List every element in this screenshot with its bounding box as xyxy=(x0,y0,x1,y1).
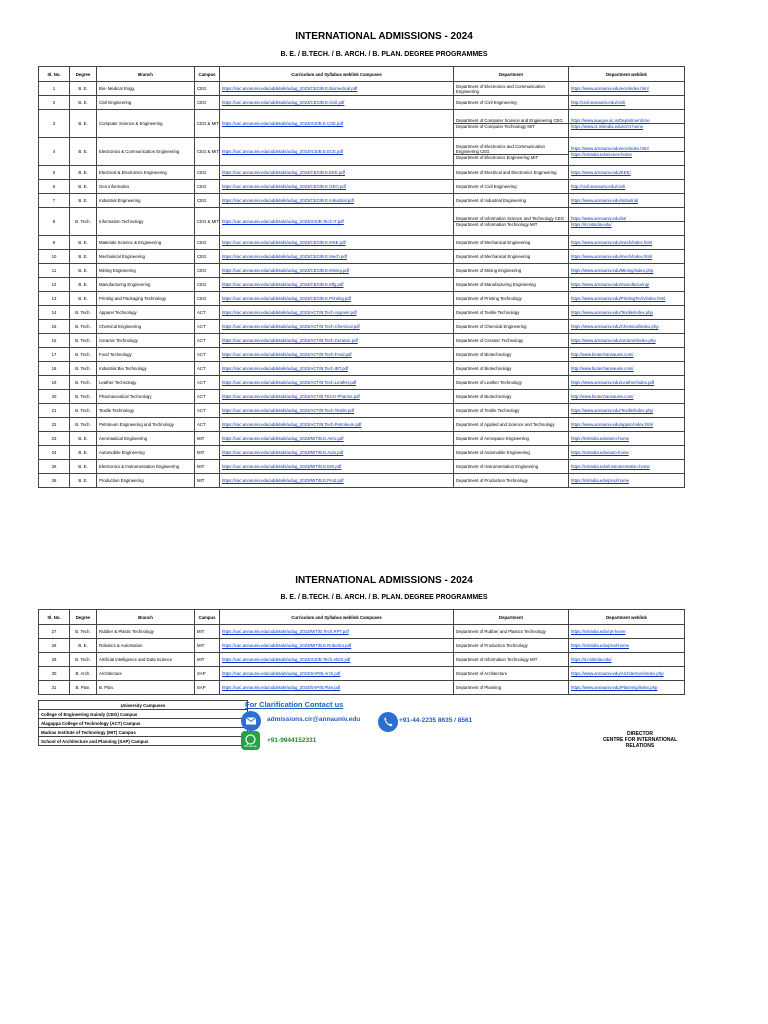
cell-department: Department of Biotechnology xyxy=(454,348,569,362)
cell-slno: 23 xyxy=(39,432,70,446)
department-weblink[interactable]: https://www.annauniv.edu/EEE/ xyxy=(569,166,685,180)
department-weblink[interactable]: https://www.annauniv.edu/manufacturing/ xyxy=(569,278,685,292)
cell-branch: Computer Science & Engineering xyxy=(97,110,195,138)
curriculum-link[interactable]: https://cac.annauniv.edu/uddetails/udug_2023/ACT/B.Tech.Food.pdf xyxy=(220,348,454,362)
curriculum-link[interactable]: https://cac.annauniv.edu/uddetails/udug_2023/ICE/B.Tech.AIDS.pdf xyxy=(220,653,454,667)
department-weblink[interactable]: https://mitindia.edu/instrumentation-home xyxy=(569,460,685,474)
cell-slno: 28 xyxy=(39,639,70,653)
table-row xyxy=(39,376,685,390)
cell-degree: B. E. xyxy=(70,432,97,446)
cell-degree: B. Tech. xyxy=(70,334,97,348)
table-header-row xyxy=(39,67,685,82)
cell-campus: ACT xyxy=(195,376,220,390)
cell-department: Department of Planning xyxy=(454,681,569,695)
table-header-row xyxy=(39,610,685,625)
cell-branch: Manufacturing Engineering xyxy=(97,278,195,292)
cell-campus: MIT xyxy=(195,653,220,667)
department-weblink[interactable]: http://www.biotechannauniv.com/ xyxy=(569,362,685,376)
whatsapp-caption: WhatsApp xyxy=(244,744,257,748)
cell-department: Department of Mining Engineering xyxy=(454,264,569,278)
department-weblink[interactable]: http://civil.annauniv.edu/civil/ xyxy=(569,96,685,110)
cell-dept-weblink xyxy=(569,110,685,138)
cell-department: Department of Mechanical Engineering xyxy=(454,250,569,264)
col-branch: Branch xyxy=(97,67,195,82)
email-address[interactable]: admissions.cir@annauniv.edu xyxy=(267,716,361,723)
department-weblink[interactable]: https://mitindia.edu/prod-home xyxy=(569,639,685,653)
department-weblink[interactable]: https://it.mitindia.edu/ xyxy=(569,221,684,227)
campus-legend-heading: University Campuses xyxy=(39,701,248,710)
table-row xyxy=(39,208,685,236)
clarification-title: For Clarification Contact us xyxy=(245,700,344,709)
cell-branch: Materials Science & Engineering xyxy=(97,236,195,250)
cell-degree: B. Tech. xyxy=(70,362,97,376)
whatsapp-number[interactable]: +91-9944152331 xyxy=(267,737,317,744)
department-name: Department of Electronics Engineering MIT xyxy=(454,154,568,160)
table-row xyxy=(39,460,685,474)
cell-campus: ACT xyxy=(195,404,220,418)
cell-degree: B. E. xyxy=(70,460,97,474)
table-row xyxy=(39,306,685,320)
col-dept-weblink: Department weblink xyxy=(569,610,685,625)
cell-branch: Civil Engineering xyxy=(97,96,195,110)
cell-branch: Food Technology xyxy=(97,348,195,362)
department-weblink[interactable]: https://www.annauniv.edu/Planning/index.php xyxy=(569,681,685,695)
cell-degree: B. Tech. xyxy=(70,348,97,362)
curriculum-link[interactable]: https://cac.annauniv.edu/uddetails/udug_2023/ACT/B.Tech.Leather.pdf xyxy=(220,376,454,390)
cell-department: Department of Production Technology xyxy=(454,639,569,653)
cell-department: Department of Aerospace Engineering xyxy=(454,432,569,446)
cell-department: Department of Textile Technology xyxy=(454,404,569,418)
cell-department: Department of Automobile Engineering xyxy=(454,446,569,460)
cell-branch: Industrial Bio Technology xyxy=(97,362,195,376)
cell-slno: 20 xyxy=(39,390,70,404)
cell-degree: B. E. xyxy=(70,194,97,208)
cell-department: Department of Ceramic Technology xyxy=(454,334,569,348)
page-title-1: INTERNATIONAL ADMISSIONS - 2024 xyxy=(295,31,473,42)
director-dept: CENTRE FOR INTERNATIONAL RELATIONS xyxy=(602,737,678,749)
cell-branch: Electronics & Communication Engineering xyxy=(97,138,195,166)
cell-degree: B. E. xyxy=(70,180,97,194)
curriculum-link[interactable]: https://cac.annauniv.edu/uddetails/udug_2023/ACT/B.Tech.Petroleum.pdf xyxy=(220,418,454,432)
cell-slno: 19 xyxy=(39,376,70,390)
col-branch: Branch xyxy=(97,610,195,625)
cell-branch: Printing and Packaging Technology xyxy=(97,292,195,306)
department-weblink[interactable]: https://mitindia.edu/ecece-home xyxy=(569,151,684,157)
campus-item-act: Alagappa College of Technology (ACT) Campus xyxy=(39,719,248,728)
cell-branch: Petroleum Engineering and Technology xyxy=(97,418,195,432)
cell-branch: Pharmaceutical Technology xyxy=(97,390,195,404)
department-weblink[interactable]: https://mitindia.edu/auto-home xyxy=(569,446,685,460)
cell-dept-weblink xyxy=(569,208,685,236)
cell-branch: Electronics & Instrumentation Engineering xyxy=(97,460,195,474)
department-weblink[interactable]: https://www.annauniv.edu/ece/index.html xyxy=(569,82,685,96)
cell-department: Department of Industrial Engineering xyxy=(454,194,569,208)
cell-degree: B. Tech. xyxy=(70,404,97,418)
cell-slno: 18 xyxy=(39,362,70,376)
cell-slno: 12 xyxy=(39,278,70,292)
department-weblink[interactable]: https://www.ct.mitindia.edu/ct/ct-home xyxy=(569,123,684,129)
cell-department: Department of Manufacturing Engineering xyxy=(454,278,569,292)
cell-slno: 25 xyxy=(39,460,70,474)
table-row xyxy=(39,138,685,166)
cell-slno: 13 xyxy=(39,292,70,306)
col-slno: Sl. No. xyxy=(39,610,70,625)
department-name: Department of Electronics and Communication Engineering CEG xyxy=(456,143,545,154)
department-weblink[interactable]: https://www.annauniv.edu/Mining/index.php xyxy=(569,264,685,278)
cell-department: Department of Leather Technology xyxy=(454,376,569,390)
table-row xyxy=(39,681,685,695)
cell-slno: 16 xyxy=(39,334,70,348)
cell-campus: CEG xyxy=(195,82,220,96)
cell-dept-weblink xyxy=(569,138,685,166)
page-subtitle-1: B. E. / B.TECH. / B. ARCH. / B. PLAN. DEGREE PROGRAMMES xyxy=(280,51,488,58)
campus-item-ceg: College of Engineering Guindy (CEG) Campus xyxy=(39,710,248,719)
cell-degree: B. E. xyxy=(70,264,97,278)
department-weblink[interactable]: https://www.annauniv.edu/mech/index.html xyxy=(569,236,685,250)
cell-branch: Aeronautical Engineering xyxy=(97,432,195,446)
table-row xyxy=(39,166,685,180)
department-weblink[interactable]: https://www.annauniv.edu/Textile/index.php xyxy=(569,306,685,320)
curriculum-link[interactable]: https://cac.annauniv.edu/uddetails/udug_2023/ACT/B.TECH-Pharma.pdf xyxy=(220,390,454,404)
cell-campus: CEG xyxy=(195,166,220,180)
table-row xyxy=(39,639,685,653)
cell-slno: 6 xyxy=(39,180,70,194)
curriculum-link[interactable]: https://cac.annauniv.edu/uddetails/udug_2023/ACT/B.Tech.Chemical.pdf xyxy=(220,320,454,334)
curriculum-link[interactable]: https://cac.annauniv.edu/uddetails/udug_2023/CEG/B.E.Civil.pdf xyxy=(220,96,454,110)
department-name: Department of Computer Technology MIT xyxy=(454,123,568,129)
cell-degree: B. E. xyxy=(70,474,97,488)
curriculum-link[interactable]: https://cac.annauniv.edu/uddetails/udug_2023/ACT/B.Tech.Textile.pdf xyxy=(220,404,454,418)
cell-campus: CEG xyxy=(195,96,220,110)
cell-campus: MIT xyxy=(195,460,220,474)
cell-campus: SAP xyxy=(195,681,220,695)
cell-campus: MIT xyxy=(195,625,220,639)
cell-slno: 2 xyxy=(39,96,70,110)
table-row xyxy=(39,180,685,194)
director-title: DIRECTOR xyxy=(626,731,654,737)
curriculum-link[interactable]: https://cac.annauniv.edu/uddetails/udug_2023/MIT/B.E.Prod.pdf xyxy=(220,474,454,488)
whatsapp-icon xyxy=(241,731,260,750)
cell-degree: B. E. xyxy=(70,166,97,180)
cell-branch: Architecture xyxy=(97,667,195,681)
curriculum-link[interactable]: https://cac.annauniv.edu/uddetails/udug_2023/CEG/B.E.Printing.pdf xyxy=(220,292,454,306)
cell-degree: B. E. xyxy=(70,110,97,138)
table-row xyxy=(39,362,685,376)
campus-legend xyxy=(38,700,248,746)
cell-department: Department of Rubber and Plastics Technology xyxy=(454,625,569,639)
cell-branch: Automobile Engineering xyxy=(97,446,195,460)
cell-slno: 10 xyxy=(39,250,70,264)
col-campus: Campus xyxy=(195,610,220,625)
curriculum-link[interactable]: https://cac.annauniv.edu/uddetails/udug_2023/ACT/B.Tech.Apparel.pdf xyxy=(220,306,454,320)
cell-campus: ACT xyxy=(195,306,220,320)
table-row xyxy=(39,625,685,639)
cell-branch: Artificial Intelligence and Data Science xyxy=(97,653,195,667)
col-degree: Degree xyxy=(70,67,97,82)
admissions-table-2 xyxy=(38,609,685,695)
curriculum-link[interactable]: https://cac.annauniv.edu/uddetails/udug_2023/ACT/B.Tech.Ceramic.pdf xyxy=(220,334,454,348)
cell-branch: Chemical Engineering xyxy=(97,320,195,334)
curriculum-link[interactable]: https://cac.annauniv.edu/uddetails/udug_2023/CEG/B.E.EEE.pdf xyxy=(220,166,454,180)
cell-degree: B. Tech. xyxy=(70,320,97,334)
cell-campus: CEG xyxy=(195,194,220,208)
curriculum-link[interactable]: https://cac.annauniv.edu/uddetails/udug_2023/ICE/B.E.ECE.pdf xyxy=(220,138,454,166)
curriculum-link[interactable]: https://cac.annauniv.edu/uddetails/udug_2023/CEG/B.E.Industrial.pdf xyxy=(220,194,454,208)
cell-campus: CEG & MIT xyxy=(195,138,220,166)
cell-campus: MIT xyxy=(195,446,220,460)
cell-department: Department of Civil Engineering xyxy=(454,96,569,110)
director-signature xyxy=(590,731,690,749)
cell-slno: 4 xyxy=(39,138,70,166)
cell-degree: B. Tech. xyxy=(70,418,97,432)
cell-campus: MIT xyxy=(195,474,220,488)
cell-degree: B. E. xyxy=(70,96,97,110)
cell-campus: ACT xyxy=(195,320,220,334)
cell-degree: B. Tech. xyxy=(70,208,97,236)
department-weblink[interactable]: https://www.annauniv.edu/industrial xyxy=(569,194,685,208)
department-weblink[interactable]: http://www.biotechannauniv.com/ xyxy=(569,348,685,362)
cell-campus: SAP xyxy=(195,667,220,681)
cell-degree: B. E. xyxy=(70,250,97,264)
phone-number[interactable]: +91-44-2235 8635 / 8561 xyxy=(399,717,473,724)
table-row xyxy=(39,96,685,110)
cell-campus: ACT xyxy=(195,334,220,348)
curriculum-link[interactable]: https://cac.annauniv.edu/uddetails/udug_2023/MIT/B.E.Auto.pdf xyxy=(220,446,454,460)
cell-department: Department of Instrumentation Engineering xyxy=(454,460,569,474)
cell-department: Department of Biotechnology xyxy=(454,362,569,376)
cell-slno: 9 xyxy=(39,236,70,250)
table-row xyxy=(39,667,685,681)
col-campus: Campus xyxy=(195,67,220,82)
cell-campus: ACT xyxy=(195,348,220,362)
curriculum-link[interactable]: https://cac.annauniv.edu/uddetails/udug_2023/SAP/B.Arch.pdf xyxy=(220,667,454,681)
department-weblink[interactable]: https://www.annauniv.edu/ece/index.html xyxy=(571,146,649,151)
cell-campus: CEG xyxy=(195,278,220,292)
table-row xyxy=(39,446,685,460)
table-row xyxy=(39,432,685,446)
cell-department: Department of Civil Engineering xyxy=(454,180,569,194)
col-slno: Sl. No. xyxy=(39,67,70,82)
cell-branch: Rubber & Plastic Technology xyxy=(97,625,195,639)
cell-degree: B. Tech. xyxy=(70,625,97,639)
cell-degree: B. Tech. xyxy=(70,390,97,404)
cell-branch: Apparel Technology xyxy=(97,306,195,320)
table-row xyxy=(39,348,685,362)
cell-department: Department of Production Technology xyxy=(454,474,569,488)
department-weblink[interactable]: http://www.biotechannauniv.com/ xyxy=(569,390,685,404)
cell-campus: CEG xyxy=(195,264,220,278)
cell-branch: Robotics & Automation xyxy=(97,639,195,653)
cell-campus: MIT xyxy=(195,639,220,653)
cell-branch: Information Technology xyxy=(97,208,195,236)
page-subtitle-2: B. E. / B.TECH. / B. ARCH. / B. PLAN. DEGREE PROGRAMMES xyxy=(280,594,488,601)
department-weblink[interactable]: http://civil.annauniv.edu/civil/ xyxy=(569,180,685,194)
cell-department: Department of Applied and Science and Technology xyxy=(454,418,569,432)
cell-branch: Geo informatics xyxy=(97,180,195,194)
department-weblink[interactable]: https://it.mitindia.edu/ xyxy=(569,653,685,667)
cell-branch: B. Plan. xyxy=(97,681,195,695)
cell-degree: B. E. xyxy=(70,82,97,96)
department-weblink[interactable]: https://www.auegov.ac.in/Department/cse xyxy=(571,118,650,123)
cell-slno: 29 xyxy=(39,653,70,667)
cell-campus: ACT xyxy=(195,362,220,376)
cell-campus: CEG xyxy=(195,236,220,250)
cell-campus: CEG & MIT xyxy=(195,110,220,138)
cell-department: Department of Mechanical Engineering xyxy=(454,236,569,250)
department-name: Department of Information Science and Technology CEG xyxy=(456,216,565,221)
table-row xyxy=(39,474,685,488)
cell-department xyxy=(454,110,569,138)
table-row xyxy=(39,334,685,348)
cell-branch: Bio- Medical Engg. xyxy=(97,82,195,96)
table-row xyxy=(39,236,685,250)
page-title-2: INTERNATIONAL ADMISSIONS - 2024 xyxy=(295,575,473,586)
curriculum-link[interactable]: https://cac.annauniv.edu/uddetails/udug_2023/CEG/B.E.Mfg.pdf xyxy=(220,278,454,292)
cell-degree: B. Tech. xyxy=(70,653,97,667)
cell-campus: CEG xyxy=(195,292,220,306)
cell-degree: B. E. xyxy=(70,446,97,460)
cell-slno: 15 xyxy=(39,320,70,334)
cell-slno: 8 xyxy=(39,208,70,236)
cell-department: Department of Biotechnology xyxy=(454,390,569,404)
cell-department: Department of Printing Technology xyxy=(454,292,569,306)
department-weblink[interactable]: https://www.annauniv.edu/Chemical/index.php xyxy=(569,320,685,334)
department-weblink[interactable]: https://mitindia.edu/rpt-home xyxy=(569,625,685,639)
table-row xyxy=(39,404,685,418)
cell-slno: 22 xyxy=(39,418,70,432)
cell-branch: Industrial Engineering xyxy=(97,194,195,208)
table-row xyxy=(39,264,685,278)
col-dept-weblink: Department weblink xyxy=(569,67,685,82)
department-name: Department of Information Technology MIT xyxy=(454,221,568,227)
cell-campus: CEG xyxy=(195,180,220,194)
col-curriculum: Curriculum and Syllabus weblink Campuses xyxy=(220,67,454,82)
cell-degree: B. Plan. xyxy=(70,681,97,695)
curriculum-link[interactable]: https://cac.annauniv.edu/uddetails/udug_2023/CEG/B.E.Mech.pdf xyxy=(220,250,454,264)
cell-slno: 17 xyxy=(39,348,70,362)
department-name: Department of Computer Science and Engineering CEG xyxy=(456,118,563,123)
cell-slno: 27 xyxy=(39,625,70,639)
table-row xyxy=(39,250,685,264)
cell-branch: Leather Technology xyxy=(97,376,195,390)
cell-branch: Textile Technology xyxy=(97,404,195,418)
department-weblink[interactable]: https://www.annauniv.edu/Architecture/index.php xyxy=(569,667,685,681)
cell-degree: B. E. xyxy=(70,138,97,166)
cell-campus: ACT xyxy=(195,418,220,432)
cell-degree: B. E. xyxy=(70,292,97,306)
curriculum-link[interactable]: https://cac.annauniv.edu/uddetails/udug_2023/MIT/B.E.EIE.pdf xyxy=(220,460,454,474)
cell-slno: 21 xyxy=(39,404,70,418)
cell-department: Department of Architecture xyxy=(454,667,569,681)
cell-department: Department of Textile Technology xyxy=(454,306,569,320)
cell-slno: 24 xyxy=(39,446,70,460)
department-weblink[interactable]: https://www.annauniv.edu/mech/index.html xyxy=(569,250,685,264)
curriculum-link[interactable]: https://cac.annauniv.edu/uddetails/udug_2023/ICE/B.E.CSE.pdf xyxy=(220,110,454,138)
cell-slno: 31 xyxy=(39,681,70,695)
department-weblink[interactable]: https://www.annauniv.edu/Leather/index.pdf xyxy=(569,376,685,390)
cell-degree: B. E. xyxy=(70,639,97,653)
cell-slno: 3 xyxy=(39,110,70,138)
department-weblink[interactable]: https://www.annauniv.edu/appsc/index.html xyxy=(569,418,685,432)
cell-degree: B. Arch. xyxy=(70,667,97,681)
cell-degree: B. Tech. xyxy=(70,306,97,320)
table-row xyxy=(39,292,685,306)
table-row xyxy=(39,320,685,334)
cell-slno: 14 xyxy=(39,306,70,320)
cell-branch: Production Engineering xyxy=(97,474,195,488)
curriculum-link[interactable]: https://cac.annauniv.edu/uddetails/udug_2023/MIT/B.E.Aero.pdf xyxy=(220,432,454,446)
cell-campus: CEG xyxy=(195,250,220,264)
col-degree: Degree xyxy=(70,610,97,625)
cell-department: Department of Chemical Engineering xyxy=(454,320,569,334)
table-row xyxy=(39,194,685,208)
cell-degree: B. Tech. xyxy=(70,376,97,390)
cell-department xyxy=(454,138,569,166)
department-weblink[interactable]: https://mitindia.edu/aero-home xyxy=(569,432,685,446)
col-curriculum: Curriculum and Syllabus weblink Campuses xyxy=(220,610,454,625)
campus-item-sap: School of Architecture and Planning (SAP) Campus xyxy=(39,737,248,746)
cell-degree: B. E. xyxy=(70,278,97,292)
col-department: Department xyxy=(454,610,569,625)
cell-department: Department of Electrical and Electronics Engineering xyxy=(454,166,569,180)
department-weblink[interactable]: https://mitindia.edu/prod-home xyxy=(569,474,685,488)
cell-slno: 26 xyxy=(39,474,70,488)
email-icon xyxy=(241,711,261,731)
curriculum-link[interactable]: https://cac.annauniv.edu/uddetails/udug_2023/CEG/B.E.Biomedical.pdf xyxy=(220,82,454,96)
cell-slno: 7 xyxy=(39,194,70,208)
cell-department xyxy=(454,208,569,236)
cell-branch: Mining Engineering xyxy=(97,264,195,278)
cell-degree: B. E. xyxy=(70,236,97,250)
curriculum-link[interactable]: https://cac.annauniv.edu/uddetails/udug_2023/SAP/B.Plan.pdf xyxy=(220,681,454,695)
admissions-table-1 xyxy=(38,66,685,488)
table-row xyxy=(39,390,685,404)
cell-campus: ACT xyxy=(195,390,220,404)
table-row xyxy=(39,110,685,138)
phone-icon xyxy=(378,712,398,732)
cell-slno: 11 xyxy=(39,264,70,278)
campus-item-mit: Madras Institute of Technology (MIT) Campus xyxy=(39,728,248,737)
cell-branch: Mechanical Engineering xyxy=(97,250,195,264)
cell-department: Department of Information Technology MIT xyxy=(454,653,569,667)
curriculum-link[interactable]: https://cac.annauniv.edu/uddetails/udug_2023/ICE/B.Tech.IT.pdf xyxy=(220,208,454,236)
table-row xyxy=(39,653,685,667)
curriculum-link[interactable]: https://cac.annauniv.edu/uddetails/udug_2023/CEG/B.E.Mining.pdf xyxy=(220,264,454,278)
curriculum-link[interactable]: https://cac.annauniv.edu/uddetails/udug_2023/CEG/B.E.MSE.pdf xyxy=(220,236,454,250)
cell-branch: Ceramic Technology xyxy=(97,334,195,348)
cell-campus: MIT xyxy=(195,432,220,446)
table-row xyxy=(39,82,685,96)
department-weblink[interactable]: https://www.annauniv.edu/PrintingTech/index.html xyxy=(569,292,685,306)
cell-branch: Electrical & Electronics Engineering xyxy=(97,166,195,180)
curriculum-link[interactable]: https://cac.annauniv.edu/uddetails/udug_2023/MIT/B.Tech.RPT.pdf xyxy=(220,625,454,639)
cell-campus: CEG & MIT xyxy=(195,208,220,236)
department-weblink[interactable]: https://www.annauniv.edu/ist/ xyxy=(571,216,627,221)
curriculum-link[interactable]: https://cac.annauniv.edu/uddetails/udug_2023/ACT/B.Tech.IBT.pdf xyxy=(220,362,454,376)
cell-slno: 30 xyxy=(39,667,70,681)
col-department: Department xyxy=(454,67,569,82)
curriculum-link[interactable]: https://cac.annauniv.edu/uddetails/udug_2023/CEG/B.E.GEO.pdf xyxy=(220,180,454,194)
department-weblink[interactable]: https://www.annauniv.edu/Textile/index.php xyxy=(569,404,685,418)
cell-department: Department of Electronics and Communication Engineering xyxy=(454,82,569,96)
table-row xyxy=(39,418,685,432)
table-row xyxy=(39,278,685,292)
cell-slno: 1 xyxy=(39,82,70,96)
cell-slno: 5 xyxy=(39,166,70,180)
curriculum-link[interactable]: https://cac.annauniv.edu/uddetails/udug_2023/MIT/B.E.Robotics.pdf xyxy=(220,639,454,653)
department-weblink[interactable]: https://www.annauniv.edu/ceramic/index.php xyxy=(569,334,685,348)
